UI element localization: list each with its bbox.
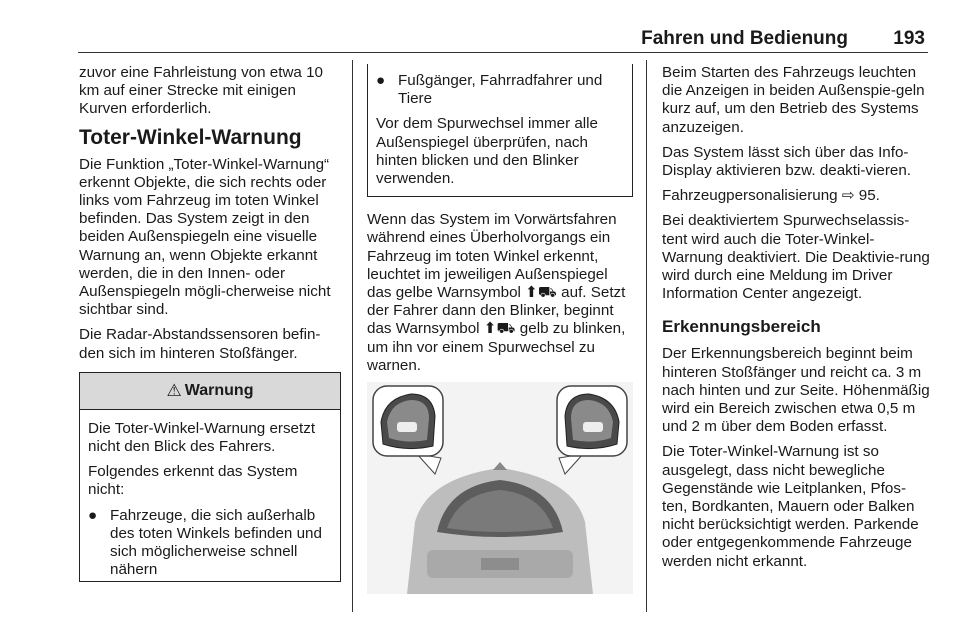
range-paragraph: Der Erkennungsbereich beginnt beim hinteren Stoßfänger und reicht ca. 3 m nach hinten und zur Seite. Höhenmäßig wird ein Bereich zwischen etwa 0,5 m und 2 m über dem Boden erfasst. xyxy=(662,345,930,436)
bullet-dot: ● xyxy=(88,506,98,524)
intro-paragraph: zuvor eine Fahrleistung von etwa 10 km auf einer Strecke mit einigen Kurven erforderlich. xyxy=(79,64,323,118)
warning-text-2: Folgendes erkennt das System nicht: xyxy=(88,463,298,499)
warning-advice: Vor dem Spurwechsel immer alle Außenspiegel überprüfen, nach hinten blicken und den Blinker verwenden. xyxy=(376,115,598,188)
warning-text-1: Die Toter-Winkel-Warnung ersetzt nicht den Blick des Fahrers. xyxy=(88,419,316,456)
chapter-title: Fahren und Bedienung xyxy=(641,28,848,49)
section-heading: Toter-Winkel-Warnung xyxy=(79,125,302,149)
activation-paragraph: Das System lässt sich über das Info-Display aktivieren bzw. deakti-vieren. xyxy=(662,143,912,180)
warning-body xyxy=(80,410,340,580)
warning-box-continued xyxy=(367,64,633,197)
warning-header xyxy=(80,373,340,410)
startup-paragraph: Beim Starten des Fahrzeugs leuchten die Anzeigen in beiden Außenspie-geln kurz auf, um den Betrieb des Systems anzuzeigen. xyxy=(662,64,925,136)
warning-title: Warnung xyxy=(184,381,254,399)
page-number: 193 xyxy=(893,28,925,49)
list-item xyxy=(88,507,332,580)
deactivation-paragraph: Bei deaktiviertem Spurwechselassis-tent wird auch die Toter-Winkel-Warnung deaktiviert. Die Deaktivie-rung wird durch eine Meldung im Driver Information Center angezeigt. xyxy=(662,212,930,303)
function-paragraph: Wenn das System im Vorwärtsfahren während eines Überholvorgangs ein Fahrzeug im toten Winkel erkennt, leuchtet im jeweiligen Außenspiegel das gelbe Warnsymbol ⬆⛟ auf. Setzt der Fahrer dann den Blinker, beginnt das Warnsymbol ⬆⛟ gelb zu blinken, um ihn vor einem Spurwechsel zu warnen. xyxy=(367,211,626,374)
column-1 xyxy=(79,64,341,582)
car-mirror-image xyxy=(367,382,633,594)
limitations-paragraph: Die Toter-Winkel-Warnung ist so ausgelegt, dass nicht bewegliche Gegenstände wie Leitplanken, Pfos-ten, Bordkanten, Mauern oder Balken nicht berücksichtigt werden. Parkende oder entgegenkommende Fahrzeuge werden nicht erkannt. xyxy=(662,443,919,570)
header-divider xyxy=(78,52,928,53)
warning-icon: ⚠ xyxy=(166,380,182,400)
car-mirror-illustration xyxy=(367,382,633,594)
list-item-text: Fußgänger, Fahrradfahrer und Tiere xyxy=(398,72,603,108)
sensor-paragraph: Die Radar-Abstandssensoren befin-den sich im hinteren Stoßfänger. xyxy=(79,326,321,362)
personalization-reference: Fahrzeugpersonalisierung ⇨ 95. xyxy=(662,187,880,205)
description-paragraph: Die Funktion „Toter-Winkel-Warnung“ erkennt Objekte, die sich rechts oder links vom Fahrzeug im toten Winkel befinden. Das System zeigt in den beiden Außenspiegeln eine visuelle Warnung an, wenn Objekte erkannt werden, die in den Innen- oder Außenspiegeln mögli-cherweise nicht sichtbar sind. xyxy=(79,155,331,319)
list-item-text: Fahrzeuge, die sich außerhalb des toten Winkels befinden und sich möglicherweise schnell nähern xyxy=(110,506,322,579)
bullet-dot: ● xyxy=(376,72,386,89)
column-2 xyxy=(367,64,633,594)
column-divider-1 xyxy=(352,60,353,612)
warning-box xyxy=(79,372,341,582)
subsection-heading: Erkennungsbereich xyxy=(662,317,821,337)
column-3 xyxy=(662,64,930,578)
list-item xyxy=(376,72,624,108)
column-divider-2 xyxy=(646,60,647,612)
page-header xyxy=(78,26,928,52)
